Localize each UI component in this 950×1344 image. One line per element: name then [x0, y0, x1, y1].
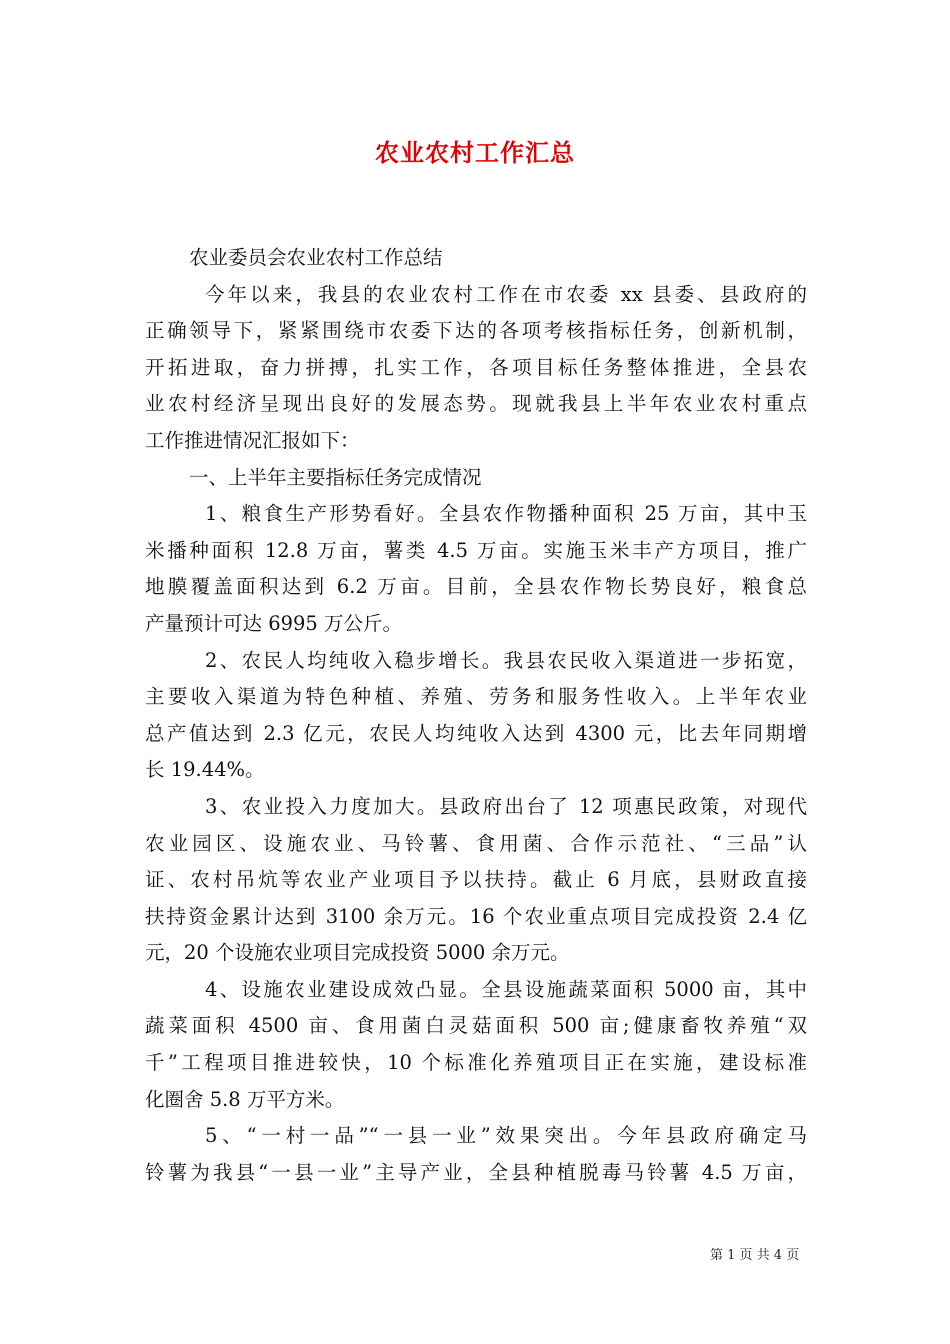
paragraph-line: 4、设施农业建设成效凸显。全县设施蔬菜面积 5000 亩，其中 [205, 977, 807, 1001]
paragraph-line: 地膜覆盖面积达到 6.2 万亩。目前，全县农作物长势良好，粮食总 [145, 575, 807, 599]
paragraph-line: 工作推进情况汇报如下： [145, 428, 360, 452]
paragraph-line: 今年以来，我县的农业农村工作在市农委 xx 县委、县政府的 [205, 282, 807, 306]
document-subtitle: 农业委员会农业农村工作总结 [189, 246, 443, 269]
paragraph-line: 业农村经济呈现出良好的发展态势。现就我县上半年农业农村重点 [145, 392, 807, 416]
paragraph-line: 开拓进取，奋力拼搏，扎实工作，各项目标任务整体推进，全县农 [145, 355, 807, 379]
paragraph-line: 农业园区、设施农业、马铃薯、食用菌、合作示范社、“三品”认 [145, 831, 807, 855]
document-title: 农业农村工作汇总 [375, 139, 575, 167]
paragraph-line: 扶持资金累计达到 3100 余万元。16 个农业重点项目完成投资 2.4 亿 [145, 904, 807, 928]
paragraph-line: 1、粮食生产形势看好。全县农作物播种面积 25 万亩，其中玉 [205, 502, 807, 526]
paragraph-line: 米播种面积 12.8 万亩，薯类 4.5 万亩。实施玉米丰产方项目，推广 [145, 538, 807, 562]
paragraph-line: 千”工程项目推进较快，10 个标准化养殖项目正在实施，建设标准 [145, 1051, 807, 1075]
paragraph-line: 化圈舍 5.8 万平方米。 [145, 1087, 345, 1111]
paragraph-line: 铃薯为我县“一县一业”主导产业，全县种植脱毒马铃薯 4.5 万亩， [145, 1160, 807, 1184]
paragraph-line: 蔬菜面积 4500 亩、食用菌白灵菇面积 500 亩;健康畜牧养殖“双 [145, 1014, 807, 1038]
paragraph-line: 产量预计可达 6995 万公斤。 [145, 611, 403, 635]
page-indicator: 第 1 页 共 4 页 [710, 1248, 800, 1263]
paragraph-line: 总产值达到 2.3 亿元，农民人均纯收入达到 4300 元，比去年同期增 [145, 721, 807, 745]
paragraph-line: 2、农民人均纯收入稳步增长。我县农民收入渠道进一步拓宽， [205, 648, 807, 672]
paragraph-line: 主要收入渠道为特色种植、养殖、劳务和服务性收入。上半年农业 [145, 685, 807, 709]
paragraph-line: 元，20 个设施农业项目完成投资 5000 余万元。 [145, 941, 570, 965]
section-heading: 一、上半年主要指标任务完成情况 [189, 465, 482, 489]
paragraph-line: 正确领导下，紧紧围绕市农委下达的各项考核指标任务，创新机制， [145, 319, 807, 343]
paragraph-line: 长 19.44%。 [145, 758, 265, 782]
paragraph-line: 5、“一村一品”“一县一业”效果突出。今年县政府确定马 [205, 1124, 807, 1148]
document-body [145, 240, 807, 1191]
paragraph-line: 3、农业投入力度加大。县政府出台了 12 项惠民政策，对现代 [205, 794, 807, 818]
paragraph-line: 证、农村吊炕等农业产业项目予以扶持。截止 6 月底，县财政直接 [145, 868, 807, 892]
